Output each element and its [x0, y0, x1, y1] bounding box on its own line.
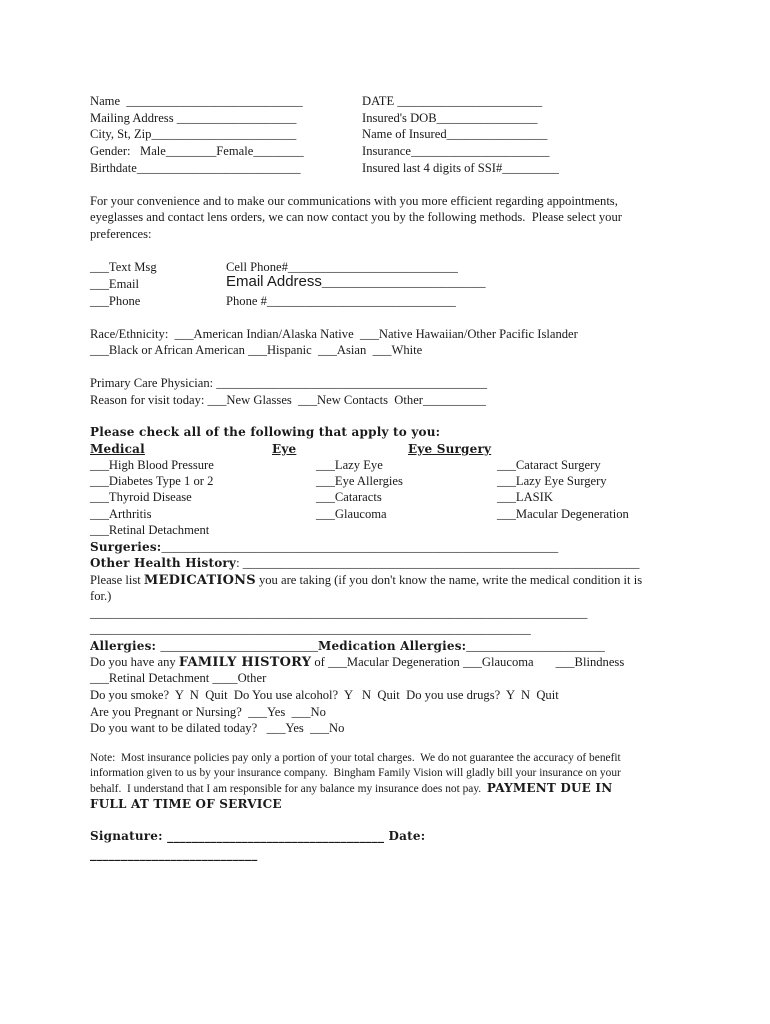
birthdate-field[interactable]: Birthdate__________________________ — [90, 161, 301, 175]
email-address-label: Email Address — [226, 273, 322, 290]
eye-condition-item[interactable]: ___Eye Allergies — [316, 474, 403, 488]
email-address-field[interactable] — [226, 274, 486, 290]
medical-condition-item[interactable]: ___Thyroid Disease — [90, 490, 192, 504]
signature-date-line[interactable]: ___________________________ — [90, 847, 258, 861]
name-field[interactable]: Name ____________________________ — [90, 94, 303, 108]
intro-line: For your convenience and to make our communications with you more efficient regarding appointments, — [90, 194, 618, 208]
eye-condition-item[interactable]: ___Cataracts — [316, 490, 382, 504]
medical-condition-item[interactable]: ___Diabetes Type 1 or 2 — [90, 474, 214, 488]
family-history-options: of ___Macular Degeneration ___Glaucoma ___Blindness — [311, 655, 625, 669]
eye-condition-item[interactable]: ___Glaucoma — [316, 507, 387, 521]
allergies-label: Allergies: — [90, 639, 161, 653]
insurance-note-text: behalf. I understand that I am responsible for any balance my insurance does not pay. — [90, 783, 487, 795]
family-history-prompt: Do you have any — [90, 655, 179, 669]
race-ethnicity-line[interactable]: ___Black or African American ___Hispanic ___Asian ___White — [90, 343, 423, 357]
email-option[interactable]: ___Email — [90, 277, 139, 291]
insurance-field[interactable]: Insurance______________________ — [362, 144, 550, 158]
substance-use-line[interactable]: Do you smoke? Y N Quit Do You use alcohol? Y N Quit Do you use drugs? Y N Quit — [90, 688, 559, 702]
medical-condition-item[interactable]: ___Arthritis — [90, 507, 152, 521]
visit-reason-field[interactable]: Reason for visit today: ___New Glasses ___New Contacts Other__________ — [90, 393, 486, 407]
pregnant-nursing-line[interactable]: Are you Pregnant or Nursing? ___Yes ___No — [90, 705, 326, 719]
medications-prompt — [90, 572, 642, 589]
insurance-note-line: Note: Most insurance policies pay only a portion of your total charges. We do not guarantee the accuracy of benefit — [90, 752, 621, 764]
allergies-field[interactable] — [90, 638, 605, 654]
medications-prompt-cont: for.) — [90, 589, 112, 603]
race-ethnicity-line[interactable]: Race/Ethnicity: ___American Indian/Alaska Native ___Native Hawaiian/Other Pacific Islander — [90, 327, 578, 341]
eye-surgery-item[interactable]: ___LASIK — [497, 490, 553, 504]
surgeries-label: Surgeries: — [90, 540, 162, 554]
allergies-line: _________________________ — [160, 639, 318, 653]
payment-due-notice-cont: FULL AT TIME OF SERVICE — [90, 797, 282, 811]
other-health-history-line: : _______________________________________________________________ — [236, 556, 640, 570]
date-field[interactable]: DATE _______________________ — [362, 94, 543, 108]
medication-allergies-line: ______________________ — [466, 639, 605, 653]
medications-line[interactable]: _______________________________________________________________________________ — [90, 606, 588, 620]
primary-care-physician-field[interactable]: Primary Care Physician: ___________________________________________ — [90, 376, 488, 390]
medical-heading: Medical — [90, 442, 145, 456]
eye-surgery-heading: Eye Surgery — [408, 442, 492, 456]
medications-prompt-end: you are taking (if you don't know the name, write the medical condition it is — [255, 573, 643, 587]
medications-prompt-start: Please list — [90, 573, 144, 587]
date-label: Date: — [384, 829, 426, 843]
city-state-zip-field[interactable]: City, St, Zip_______________________ — [90, 127, 297, 141]
insured-ssi-field[interactable]: Insured last 4 digits of SSI#_________ — [362, 161, 559, 175]
gender-field[interactable]: Gender: Male________Female________ — [90, 144, 304, 158]
cell-phone-field[interactable]: Cell Phone#___________________________ — [226, 260, 458, 274]
intro-line: preferences: — [90, 227, 152, 241]
email-address-line: __________________________ — [321, 275, 486, 289]
medication-allergies-label: Medication Allergies: — [317, 639, 467, 653]
other-health-history-field[interactable] — [90, 555, 639, 571]
phone-number-field[interactable]: Phone #______________________________ — [226, 294, 456, 308]
medications-word: MEDICATIONS — [143, 573, 256, 588]
signature-line: ___________________________________ — [167, 829, 385, 843]
surgeries-line: _______________________________________________________________ — [161, 540, 559, 554]
text-msg-option[interactable]: ___Text Msg — [90, 260, 157, 274]
eye-surgery-item[interactable]: ___Macular Degeneration — [497, 507, 629, 521]
eye-heading: Eye — [272, 442, 297, 456]
eye-surgery-item[interactable]: ___Lazy Eye Surgery — [497, 474, 607, 488]
medical-condition-item[interactable]: ___High Blood Pressure — [90, 458, 214, 472]
conditions-heading: Please check all of the following that apply to you: — [90, 425, 441, 439]
signature-field[interactable] — [90, 828, 425, 844]
payment-due-notice: PAYMENT DUE IN — [486, 781, 613, 795]
family-history-line[interactable] — [90, 654, 624, 671]
insurance-note-line — [90, 781, 612, 797]
eye-condition-item[interactable]: ___Lazy Eye — [316, 458, 383, 472]
signature-label: Signature: — [90, 829, 168, 843]
phone-option[interactable]: ___Phone — [90, 294, 141, 308]
intro-line: eyeglasses and contact lens orders, we can now contact you by the following methods. Please select your — [90, 210, 622, 224]
family-history-word: FAMILY HISTORY — [178, 655, 312, 670]
medications-line[interactable]: ______________________________________________________________________ — [90, 622, 531, 636]
insurance-note-line: information given to us by your insurance company. Bingham Family Vision will gladly bill your insurance on your — [90, 767, 621, 779]
family-history-line-2[interactable]: ___Retinal Detachment ____Other — [90, 671, 267, 685]
dilation-line[interactable]: Do you want to be dilated today? ___Yes ___No — [90, 721, 345, 735]
other-health-history-label: Other Health History — [90, 556, 237, 570]
insured-dob-field[interactable]: Insured's DOB________________ — [362, 111, 538, 125]
mailing-address-field[interactable]: Mailing Address ___________________ — [90, 111, 297, 125]
surgeries-field[interactable] — [90, 539, 558, 555]
insured-name-field[interactable]: Name of Insured________________ — [362, 127, 548, 141]
eye-surgery-item[interactable]: ___Cataract Surgery — [497, 458, 601, 472]
medical-condition-item[interactable]: ___Retinal Detachment — [90, 523, 210, 537]
